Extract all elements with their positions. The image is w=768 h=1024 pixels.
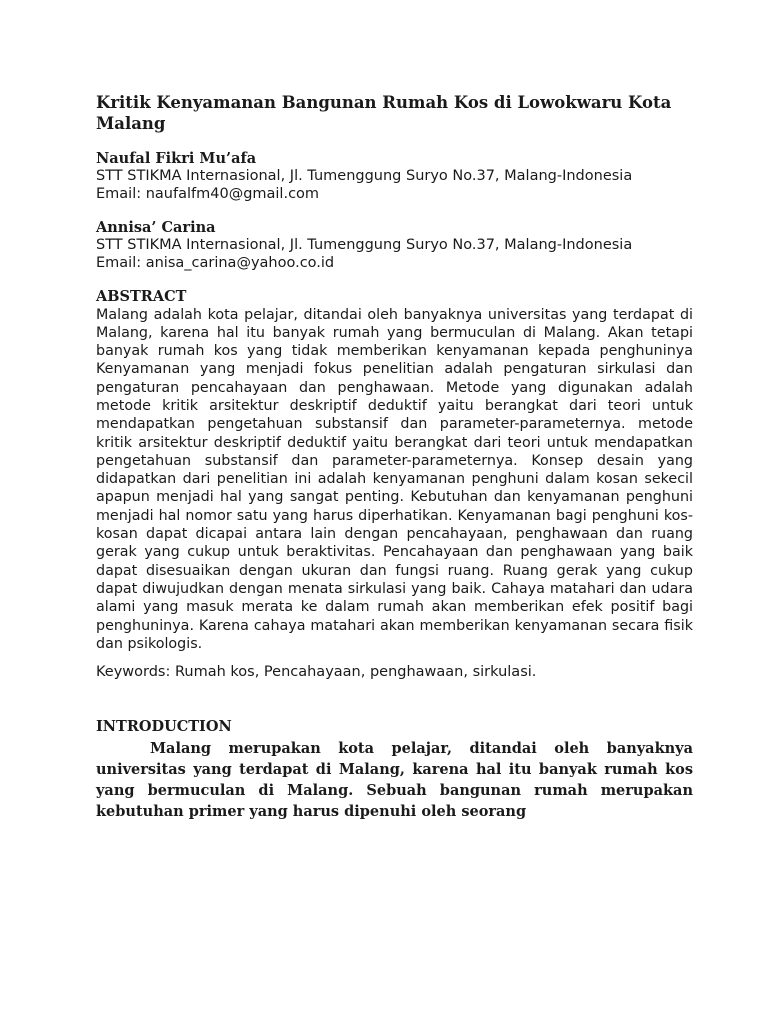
author-block-1: [96, 150, 693, 203]
author-block-2: [96, 219, 693, 272]
introduction-body: Malang merupakan kota pelajar, ditandai oleh banyaknya universitas yang terdapat di Malang, karena hal itu banyak rumah kos yang bermuculan di Malang. Sebuah bangunan rumah merupakan kebutuhan primer yang harus dipenuhi oleh seorang: [96, 739, 693, 820]
author-affiliation: STT STIKMA Internasional, Jl. Tumenggung Suryo No.37, Malang-Indonesia: [96, 237, 633, 253]
author-affiliation: STT STIKMA Internasional, Jl. Tumenggung Suryo No.37, Malang-Indonesia: [96, 168, 633, 184]
author-email: Email: anisa_carina@yahoo.co.id: [96, 254, 335, 271]
paper-title: Kritik Kenyamanan Bangunan Rumah Kos di Lowokwaru Kota Malang: [96, 93, 672, 133]
author-email: Email: naufalfm40@gmail.com: [96, 185, 320, 202]
author-name: Annisa’ Carina: [96, 219, 216, 236]
abstract-heading: ABSTRACT: [96, 288, 187, 305]
author-name: Naufal Fikri Mu’afa: [96, 150, 257, 167]
introduction-heading: INTRODUCTION: [96, 717, 232, 735]
keywords: Keywords: Rumah kos, Pencahayaan, penghawaan, sirkulasi.: [96, 664, 537, 681]
paper-page: [96, 92, 693, 822]
abstract-body: Malang adalah kota pelajar, ditandai oleh banyaknya universitas yang terdapat di Malang, karena hal itu banyak rumah yang bermuculan di Malang. Akan tetapi banyak rumah kos yang tidak memberikan kenyamanan kepada penghuninya Kenyamanan yang menjadi fokus penelitian adalah pengaturan sirkulasi dan pengaturan pencahayaan dan penghawaan. Metode yang digunakan adalah metode kritik arsitektur deskriptif deduktif yaitu berangkat dari teori untuk mendapatkan pengetahuan substansif dan parameter-parameternya. metode kritik arsitektur deskriptif deduktif yaitu berangkat dari teori untuk mendapatkan pengetahuan substansif dan parameter-parameternya. Konsep desain yang didapatkan dari penelitian ini adalah kenyamanan penghuni dalam kosan sekecil apapun menjadi hal yang sangat penting. Kebutuhan dan kenyamanan penghuni menjadi hal nomor satu yang harus diperhatikan. Kenyamanan bagi penghuni kos-kosan dapat dicapai antara lain dengan pencahayaan, penghawaan dan ruang gerak yang cukup untuk beraktivitas. Pencahayaan dan penghawaan yang baik dapat disesuaikan dengan ukuran dan fungsi ruang. Ruang gerak yang cukup dapat diwujudkan dengan menata sirkulasi yang baik. Cahaya matahari dan udara alami yang masuk merata ke dalam rumah akan memberikan efek positif bagi penghuninya. Karena cahaya matahari akan memberikan kenyamanan secara fisik dan psikologis.: [96, 306, 693, 652]
